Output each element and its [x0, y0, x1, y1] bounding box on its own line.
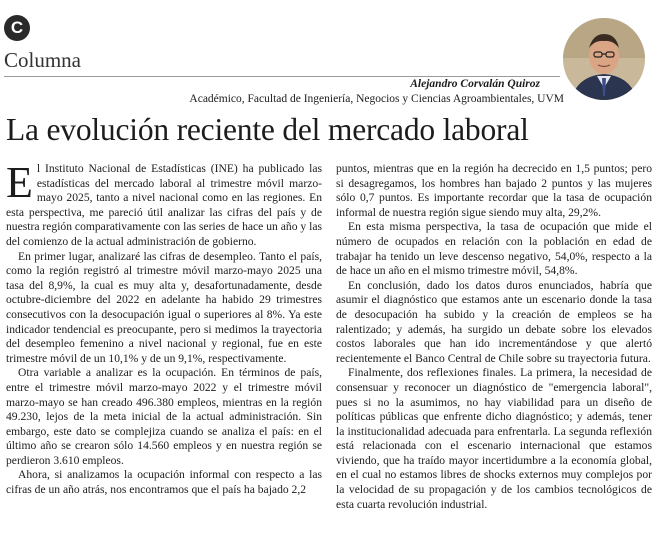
author-affiliation: Académico, Facultad de Ingeniería, Negocios y Ciencias Agroambientales, UVM [189, 93, 564, 105]
article-paragraph: En esta misma perspectiva, la tasa de ocupación que mide el número de ocupados en relación con la población en edad de trabajar ha tenido un leve descenso negativo, 54,0%, respecto a la de hace un año en el mismo trimestre móvil, 54,8%. [336, 220, 652, 278]
drop-cap: E [6, 162, 33, 207]
article-paragraph: En primer lugar, analizaré las cifras de desempleo. Tanto el país, como la región registró al trimestre móvil marzo-mayo 2025 una tasa del 8,9%, la cual es muy alta y, desafortunadamente, desde octubre-diciembre del 2022 en adelante ha habido 29 trimestres consecutivos con la desocupación igual o superiores al 8%. Ya este indicador tendencial es preocupante, pero si medimos la trayectoria del desempleo femenino a nivel nacional y regional, fue en este trimestre móvil de un 10,1% y de un 9,1%, respectivamente. [6, 249, 322, 365]
author-name: Alejandro Corvalán Quiroz [410, 78, 540, 90]
column-badge: C [4, 15, 30, 41]
article-headline: La evolución reciente del mercado laboral [6, 112, 529, 147]
article-paragraph: Finalmente, dos reflexiones finales. La primera, la necesidad de consensuar y reconocer un diagnóstico de "emergencia laboral", pues si no la asumimos, no hay viabilidad para un diseño de políticas públicas que enfrente dicho diagnóstico; y además, tener la institucionalidad adecuada para enfrentarla. La segunda reflexión está relacionada con el escenario internacional que estamos viviendo, que ha traído mayor incertidumbre a la economía global, en el cual no estamos libres de shocks externos muy complejos por la velocidad de su propagación y de los cambios tecnológicos de esta cuarta revolución industrial. [336, 366, 652, 511]
section-title: Columna [4, 48, 81, 72]
article-paragraph: Otra variable a analizar es la ocupación. En términos de país, entre el trimestre móvil marzo-mayo 2022 y el trimestre móvil marzo-mayo se han creado 496.380 empleos, mientras en la región 49.230, lejos de la meta inicial de la actual administración. Sin embargo, este dato se complejiza cuando se analiza el país: en el último año se crearon sólo 14.560 empleos y en nuestra región se perdieron 3.610 empleos. [6, 366, 322, 467]
article-paragraph: El Instituto Nacional de Estadísticas (INE) ha publicado las estadísticas del mercado laboral al trimestre móvil marzo-mayo 2025, tanto a nivel nacional como en las regiones. En esta perspectiva, me pareció útil analizar las cifras del país y de nuestra región comparativamente con las series de hace un año y las del comienzo de la actual administración de gobierno. [6, 162, 322, 248]
article-column-right [336, 162, 652, 532]
author-photo [563, 18, 645, 100]
section-divider [4, 76, 560, 77]
article-paragraph: Ahora, si analizamos la ocupación informal con respecto a las cifras de un año atrás, nos encontramos que el país ha bajado 2,2 [6, 468, 322, 497]
article-column-left [6, 162, 322, 532]
article-paragraph: puntos, mientras que en la región ha decrecido en 1,5 puntos; pero si desagregamos, los hombres han bajado 2 puntos y las mujeres sólo 0,7 puntos. Es importante recordar que la tasa de ocupación informal de nuestra región sigue siendo muy alta, 29,2%. [336, 162, 652, 219]
article-paragraph: En conclusión, dado los datos duros enunciados, habría que asumir el diagnóstico que estamos ante un escenario donde la tasa de desocupación ha subido y la creación de empleos se ha ralentizado; y además, ha surgido un debate sobre los elevados costos laborales que han ido incrementándose y que alertó recientemente el Banco Central de Chile sobre su trayectoria futura. [336, 278, 652, 365]
